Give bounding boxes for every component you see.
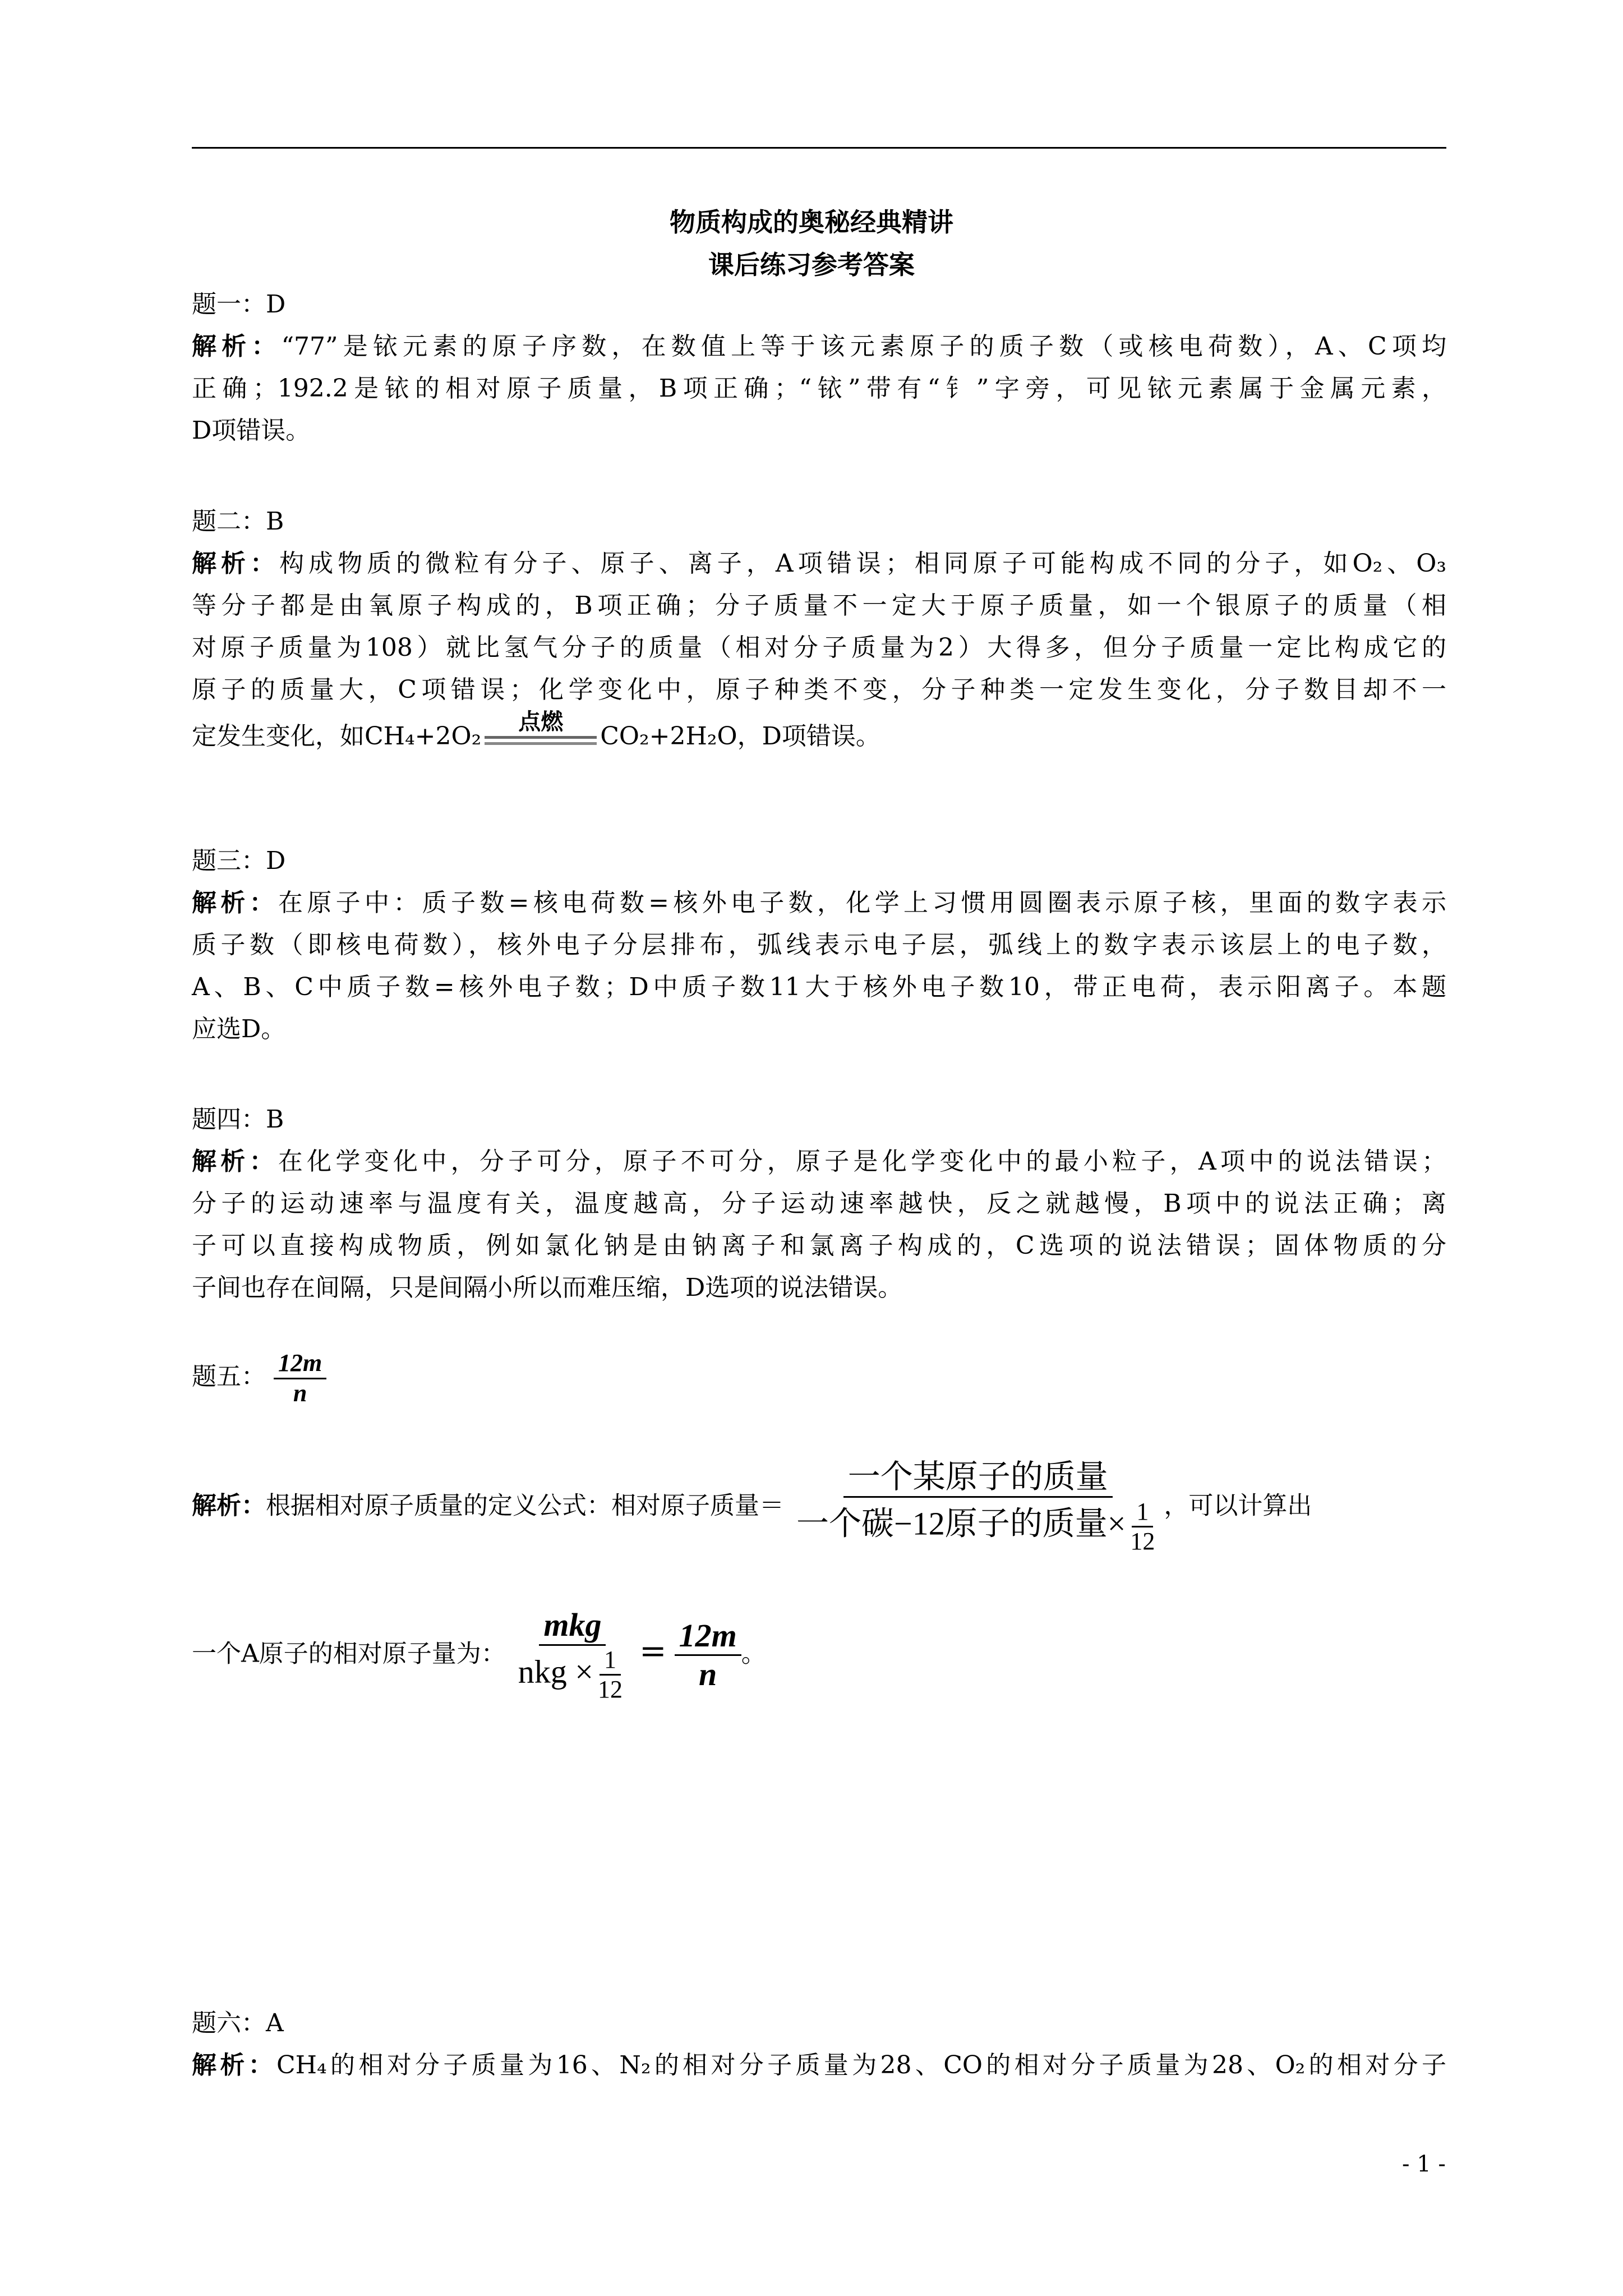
- document-subtitle: 课后练习参考答案: [708, 250, 915, 280]
- double-line: [485, 736, 597, 745]
- one-twelfth: [593, 1646, 627, 1704]
- denominator: 12: [1130, 1527, 1155, 1556]
- analysis-line: [192, 325, 1446, 367]
- numerator: 1: [600, 1646, 621, 1676]
- question-heading: 题二：B: [192, 507, 284, 536]
- analysis-line: [192, 2044, 1446, 2086]
- numerator: 一个某原子的质量: [843, 1458, 1113, 1498]
- analysis-line: 正确；192.2是铱的相对原子质量，B项正确；“铱”带有“钅”字旁，可见铱元素属于金属元素，: [192, 374, 1446, 403]
- question-1: [192, 283, 1446, 452]
- analysis-line: 分子的运动速率与温度有关，温度越高，分子运动速率越快，反之就越慢，B项中的说法正确；离: [192, 1189, 1446, 1218]
- analysis-line: D项错误。: [192, 416, 311, 445]
- calculation-text: 一个A原子的相对原子量为：: [192, 1639, 506, 1668]
- analysis-label: 解析：: [192, 1491, 266, 1520]
- calculation-line: [192, 1607, 1446, 1704]
- analysis-line: [192, 882, 1446, 924]
- denominator: [792, 1498, 1164, 1556]
- denominator-text: 一个碳−12原子的质量×: [796, 1505, 1126, 1542]
- analysis-line: 应选D。: [192, 1015, 286, 1043]
- analysis-label: 解析：: [192, 889, 278, 917]
- analysis-text: CH₄的相对分子质量为16、N₂的相对分子质量为28、CO的相对分子质量为28、O₂的相对分子: [276, 2051, 1446, 2079]
- analysis-label: 解析：: [192, 549, 280, 578]
- analysis-line: 等分子都是由氧原子构成的，B项正确；分子质量不一定大于原子质量，如一个银原子的质量（相: [192, 591, 1446, 620]
- one-twelfth: [1126, 1498, 1159, 1556]
- denominator-text: nkg ×: [518, 1653, 593, 1690]
- numerator: [539, 1607, 606, 1646]
- question-heading: 题三：D: [192, 846, 286, 875]
- denominator: n: [293, 1379, 307, 1407]
- analysis-text: 在化学变化中，分子可分，原子不可分，原子是化学变化中的最小粒子，A项中的说法错误；: [278, 1147, 1446, 1176]
- question-heading: 题六：A: [192, 2009, 284, 2037]
- question-3: [192, 840, 1446, 1050]
- page-number: - 1 -: [1402, 2151, 1446, 2177]
- analysis-line-reaction: [192, 708, 1446, 757]
- analysis-line: 质子数（即核电荷数），核外电子分层排布，弧线表示电子层，弧线上的数字表示该层上的电子数，: [192, 931, 1446, 959]
- question-6: [192, 2002, 1446, 2086]
- question-heading: 题一：D: [192, 290, 286, 319]
- denominator: 12: [598, 1676, 623, 1704]
- analysis-tail: ，可以计算出: [1164, 1491, 1312, 1520]
- numerator-text: mkg: [543, 1606, 602, 1643]
- document-title: 物质构成的奥秘经典精讲: [670, 207, 953, 237]
- question-heading: 题五：: [192, 1362, 266, 1391]
- products: CO₂+2H₂O，D项错误。: [600, 722, 880, 751]
- denominator: [514, 1646, 631, 1704]
- question-5-analysis: [192, 1458, 1446, 1704]
- analysis-line: [192, 1140, 1446, 1182]
- reaction-equals-sign: [485, 708, 597, 757]
- analysis-label: 解析：: [192, 332, 282, 361]
- question-heading-row: [192, 1349, 1446, 1407]
- numerator: 12m: [675, 1617, 741, 1657]
- analysis-line: 子可以直接构成物质，例如氯化钠是由钠离子和氯离子构成的，C选项的说法错误；固体物质的分: [192, 1231, 1446, 1260]
- analysis-line: 对原子质量为108）就比氢气分子的质量（相对分子质量为2）大得多，但分子质量一定比构成它的: [192, 633, 1446, 662]
- analysis-text: 在原子中：质子数=核电荷数=核外电子数，化学上习惯用圆圈表示原子核，里面的数字表示: [278, 889, 1447, 917]
- numerator: 1: [1132, 1498, 1153, 1528]
- result-fraction: [675, 1617, 741, 1694]
- definition-fraction: [792, 1458, 1164, 1556]
- analysis-text: 根据相对原子质量的定义公式：相对原子质量＝: [266, 1491, 784, 1520]
- question-heading: 题四：B: [192, 1105, 284, 1134]
- numerator: 12m: [274, 1349, 326, 1379]
- reaction-condition: 点燃: [518, 708, 564, 735]
- analysis-line: [192, 542, 1446, 585]
- analysis-line: 子间也存在间隔，只是间隔小所以而难压缩，D选项的说法错误。: [192, 1273, 903, 1302]
- analysis-line: 原子的质量大，C项错误；化学变化中，原子种类不变，分子种类一定发生变化，分子数目却不一: [192, 675, 1446, 704]
- reactants: 定发生变化，如CH₄+2O₂: [192, 722, 482, 751]
- question-5: [192, 1349, 1446, 1407]
- answer-fraction: [274, 1349, 326, 1407]
- equals-sign: =: [639, 1631, 667, 1670]
- analysis-label: 解析：: [192, 1147, 278, 1176]
- question-4: [192, 1098, 1446, 1309]
- denominator: n: [699, 1656, 717, 1693]
- question-2: [192, 500, 1446, 757]
- period: 。: [741, 1639, 766, 1668]
- header-rule: [192, 147, 1446, 149]
- calculation-fraction: [514, 1607, 631, 1704]
- analysis-label: 解析：: [192, 2051, 277, 2079]
- analysis-text: 构成物质的微粒有分子、原子、离子，A项错误；相同原子可能构成不同的分子，如O₂、O₃: [279, 549, 1447, 578]
- definition-line: [192, 1458, 1446, 1556]
- analysis-text: “77”是铱元素的原子序数，在数值上等于该元素原子的质子数（或核电荷数），A、C项均: [281, 332, 1447, 361]
- analysis-line: A、B、C中质子数=核外电子数；D中质子数11大于核外电子数10，带正电荷，表示阳离子。本题: [192, 973, 1446, 1001]
